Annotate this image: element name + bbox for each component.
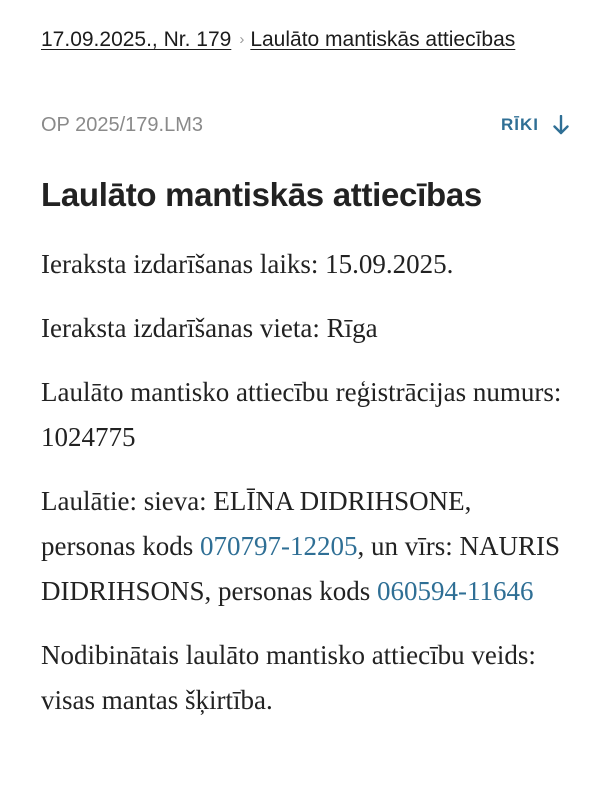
- entry-registration: Laulāto mantisko attiecību reģistrācijas numurs: 1024775: [41, 377, 562, 452]
- entry-time: Ieraksta izdarīšanas laiks: 15.09.2025.: [41, 249, 454, 279]
- arrow-down-icon: [553, 115, 569, 135]
- husband-personal-code-link[interactable]: 060594-11646: [377, 576, 534, 606]
- wife-personal-code-link[interactable]: 070797-12205: [199, 531, 358, 561]
- page-title: Laulāto mantiskās attiecības: [41, 176, 482, 213]
- breadcrumb-issue-link[interactable]: 17.09.2025., Nr. 179: [41, 28, 232, 51]
- breadcrumb-current-link[interactable]: Laulāto mantiskās attiecības: [250, 28, 516, 51]
- spouses-middle-text: , un vīrs: NAURIS DIDRIHSONS, personas kods: [41, 531, 560, 606]
- breadcrumb: [41, 26, 581, 54]
- meta-row: [41, 111, 569, 139]
- document-body: [41, 242, 571, 742]
- entry-spouses: [41, 479, 571, 614]
- entry-type: Nodibinātais laulāto mantisko attiecību veids: visas mantas šķirtība.: [41, 640, 536, 715]
- tools-label: RĪKI: [501, 115, 539, 134]
- spouses-prefix-text: Laulātie: sieva: ELĪNA DIDRIHSONE, personas kods: [41, 486, 472, 561]
- document-id: OP 2025/179.LM3: [41, 114, 203, 136]
- chevron-right-icon: ›: [239, 31, 245, 48]
- entry-place: Ieraksta izdarīšanas vieta: Rīga: [41, 313, 378, 343]
- tools-button[interactable]: [501, 111, 569, 139]
